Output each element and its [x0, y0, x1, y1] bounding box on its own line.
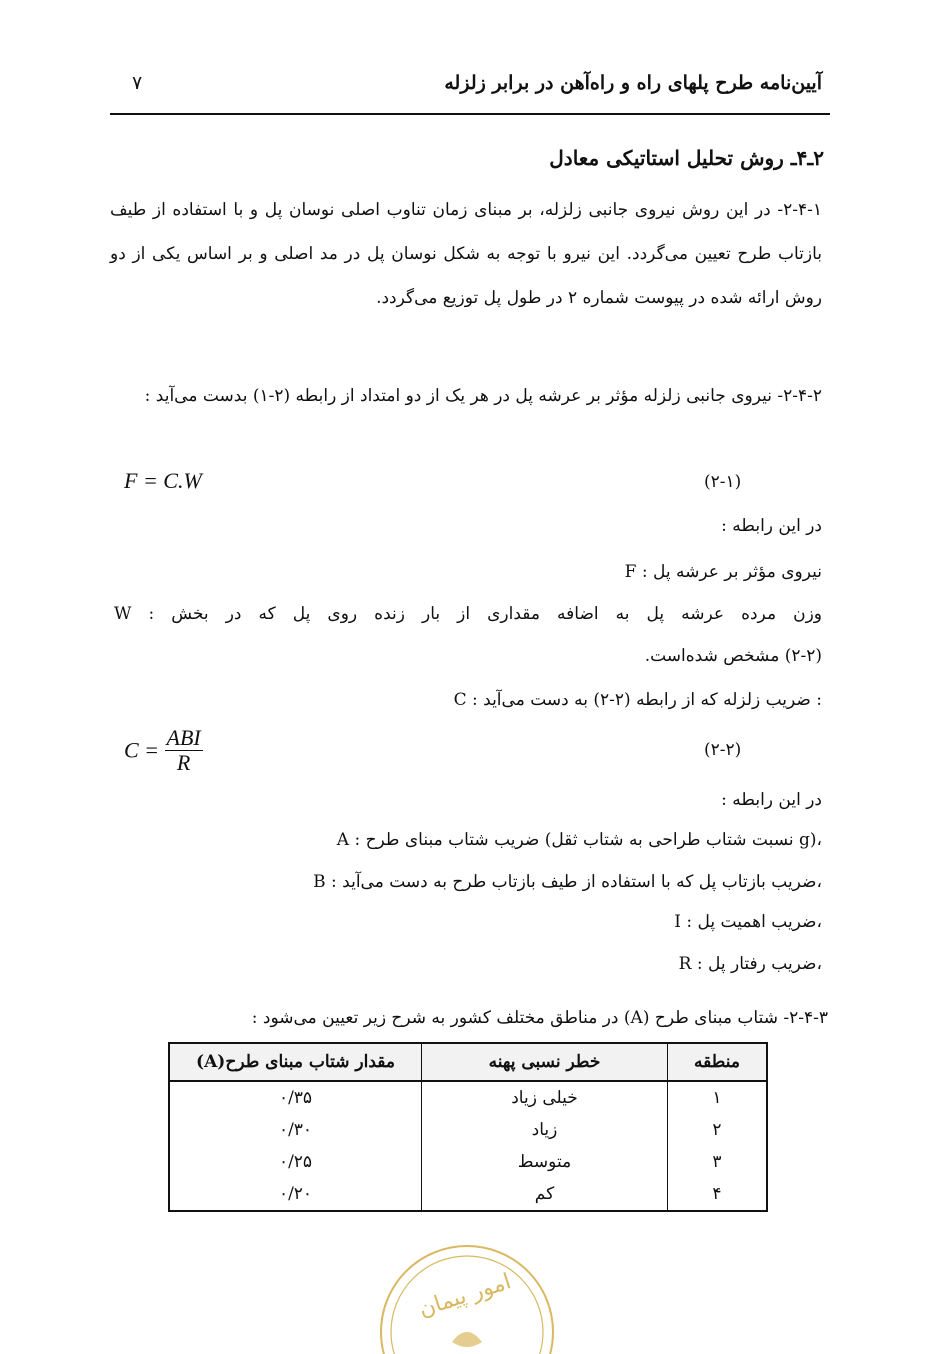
header-divider [110, 113, 830, 115]
definition-i: I : ضریب اهمیت پل، [674, 912, 822, 932]
definitions-intro-2: در این رابطه : [721, 790, 822, 810]
cell-acceleration: ۰/۲۵ [169, 1146, 422, 1178]
cell-zone: ۱ [668, 1081, 768, 1114]
design-acceleration-table [168, 1042, 768, 1212]
cell-risk: کم [422, 1178, 668, 1211]
header-relative-risk: خطر نسبی پهنه [422, 1043, 668, 1081]
cell-risk: خیلی زیاد [422, 1081, 668, 1114]
stamp-logo [372, 1224, 562, 1354]
definition-w-line1: W : وزن مرده عرشه پل به اضافه مقداری از بار زنده روی پل که در بخش [114, 604, 822, 624]
cell-acceleration: ۰/۲۰ [169, 1178, 422, 1211]
cell-zone: ۲ [668, 1114, 768, 1146]
equation-f-cw: F = C.W [124, 468, 202, 493]
equation-number-2-2: (۲-۲) [704, 740, 742, 760]
equation-numerator: ABI [166, 725, 201, 750]
table-row [169, 1146, 767, 1178]
table-header-row [169, 1043, 767, 1081]
paragraph-2-4-2: ۲-۴-۲- نیروی جانبی زلزله مؤثر بر عرشه پل در هر یک از دو امتداد از رابطه (۲-۱) بدست می‌آید : [144, 386, 822, 406]
cell-acceleration: ۰/۳۵ [169, 1081, 422, 1114]
cell-risk: متوسط [422, 1146, 668, 1178]
definition-w-line2: (۲-۲) مشخص شده‌است. [644, 646, 822, 666]
definition-f: F : نیروی مؤثر بر عرشه پل [624, 562, 822, 582]
definitions-intro-1: در این رابطه : [721, 516, 822, 536]
table-row [169, 1114, 767, 1146]
equation-c-abi-r [124, 726, 203, 775]
header-design-acceleration: مقدار شتاب مبنای طرح(A) [169, 1043, 422, 1081]
equation-denominator: R [176, 750, 191, 775]
equation-lhs: C = [124, 737, 160, 763]
definition-b: B : ضریب بازتاب پل که با استفاده از طیف بازتاب طرح به دست می‌آید، [313, 872, 822, 892]
paragraph-2-4-1: ۲-۴-۱- در این روش نیروی جانبی زلزله، بر مبنای زمان تناوب اصلی نوسان پل و با استفاده از طیف بازتاب طرح تعیین می‌گردد. این نیرو با توجه به شکل نوسان پل در مد اصلی و بر اساس یکی از دو روش ارائه شده در پیوست شماره ۲ در طول پل توزیع می‌گردد. [110, 200, 822, 308]
table-row [169, 1178, 767, 1211]
cell-zone: ۳ [668, 1146, 768, 1178]
page-header-title: آیین‌نامه طرح پلهای راه و راه‌آهن در برابر زلزله [444, 72, 822, 94]
stamp-text: امور پیمان [415, 1269, 515, 1323]
cell-risk: زیاد [422, 1114, 668, 1146]
section-title: ۲ـ۴ـ روش تحلیل استاتیکی معادل [549, 146, 824, 170]
page-number: ۷ [132, 72, 143, 94]
cell-zone: ۴ [668, 1178, 768, 1211]
equation-fraction [165, 726, 203, 775]
equation-number-2-1: (۲-۱) [704, 472, 742, 492]
cell-acceleration: ۰/۳۰ [169, 1114, 422, 1146]
header-zone: منطقه [668, 1043, 768, 1081]
table-row [169, 1081, 767, 1114]
paragraph-2-4-3: ۲-۴-۳- شتاب مبنای طرح (A) در مناطق مختلف کشور به شرح زیر تعیین می‌شود : [251, 1008, 828, 1028]
definition-r: R : ضریب رفتار پل، [678, 954, 822, 974]
definition-a: A : ضریب شتاب مبنای طرح (نسبت شتاب طراحی به شتاب ثقل g)، [336, 830, 822, 850]
definition-c: C : ضریب زلزله که از رابطه (۲-۲) به دست می‌آید : [453, 690, 822, 710]
